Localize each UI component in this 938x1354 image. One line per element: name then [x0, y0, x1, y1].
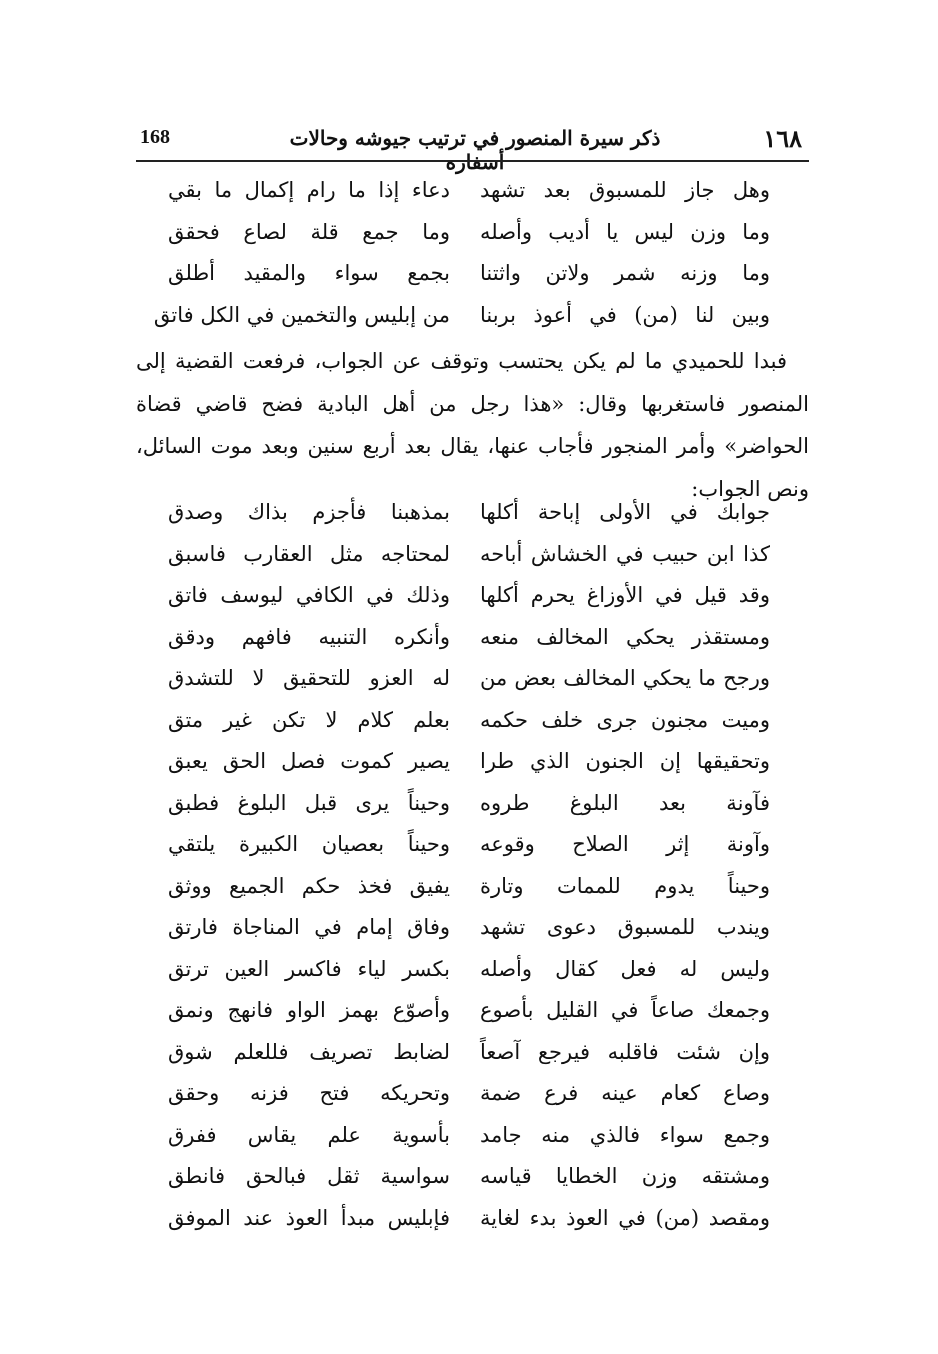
verse-first-hemistich: ومستقذر يحكي المخالف منعه	[480, 624, 770, 649]
verse-line	[153, 302, 770, 345]
verse-line	[160, 832, 770, 874]
verse-line	[160, 1040, 770, 1082]
verse-line	[160, 666, 770, 708]
verse-second-hemistich: وتحريكه فتح فزنه وحقق	[168, 1081, 450, 1105]
verse-line	[160, 998, 770, 1040]
verse-first-hemistich: وجمعك صاعاً في القليل بأصوع	[480, 998, 770, 1022]
page-number-arabic: ١٦٨	[763, 124, 802, 153]
verse-line	[160, 261, 770, 303]
verse-second-hemistich: وذلك في الكافي ليوسف فاتق	[168, 583, 450, 607]
verse-line	[160, 1123, 770, 1165]
verse-first-hemistich: فآونة بعد البلوغ طروه	[480, 790, 770, 815]
prose-paragraph	[136, 340, 809, 510]
verse-first-hemistich: ومشتقه وزن الخطايا قياسه	[480, 1164, 770, 1188]
verse-first-hemistich: ومقصد (من) في العوذ بدء لغاية	[480, 1205, 770, 1230]
page-number-latin: 168	[140, 126, 170, 148]
verse-second-hemistich: يفيق فخذ حكم الجميع ووثق	[168, 873, 450, 898]
verse-line	[160, 708, 770, 750]
verse-line	[160, 749, 770, 791]
verse-line	[160, 583, 770, 625]
verse-first-hemistich: وبين لنا (من) في أعوذ بربنا	[480, 302, 770, 327]
verse-first-hemistich: كذا ابن حبيب في الخشاش أباحه	[480, 541, 770, 566]
poem-block-answer	[160, 500, 770, 1247]
verse-line	[160, 791, 770, 833]
running-title: ذكر سيرة المنصور في ترتيب جيوشه وحالات أسفاره	[289, 126, 661, 174]
verse-second-hemistich: وأنكره التنبيه فافهم ودقق	[168, 624, 450, 649]
verse-line	[160, 1081, 770, 1123]
verse-first-hemistich: وليس له فعل كقال وأصله	[480, 956, 770, 981]
verse-second-hemistich: بأسوية علم يقاس ففرق	[168, 1122, 450, 1147]
verse-line	[160, 625, 770, 667]
verse-line	[160, 500, 770, 542]
verse-second-hemistich: وأصوّع بهمز الواو فانهج ونمق	[168, 998, 450, 1022]
running-header	[130, 124, 810, 174]
verse-second-hemistich: وحيناً يرى قبل البلوغ فطبق	[168, 790, 450, 815]
verse-first-hemistich: وميت مجنون جرى خلف حكمه	[480, 707, 770, 732]
verse-first-hemistich: وهل جاز للمسبوق بعد تشهد	[480, 178, 770, 202]
verse-second-hemistich: فإبليس مبدأ العوذ عند الموفق	[168, 1205, 450, 1230]
verse-first-hemistich: وآونة إثر الصلاح وقوعه	[480, 832, 770, 856]
verse-first-hemistich: وحيناً يدوم للممات وتارة	[480, 873, 770, 898]
verse-first-hemistich: وما وزنه شمر ولاتن واثتنا	[480, 261, 770, 285]
verse-first-hemistich: وتحقيقها إن الجنون الذي طرا	[480, 749, 770, 773]
verse-second-hemistich: وحيناً بعصيان الكبيرة يلتقي	[168, 832, 450, 856]
verse-second-hemistich: لضابط تصريف فللعلم شوق	[168, 1039, 450, 1064]
verse-first-hemistich: جوابك في الأولى إباحة أكلها	[480, 500, 770, 524]
verse-line	[160, 542, 770, 584]
verse-line	[160, 220, 770, 262]
verse-second-hemistich: دعاء إذا ما رام إكمال ما بقي	[168, 178, 450, 202]
verse-second-hemistich: بكسر لياء فاكسر العين ترتق	[168, 956, 450, 981]
verse-line	[160, 178, 770, 220]
verse-second-hemistich: بجمع سواء والمقيد أطلق	[168, 261, 450, 285]
verse-first-hemistich: وإن شئت فاقلبه فيرجع آصعاً	[480, 1039, 770, 1064]
verse-second-hemistich: بمذهبنا فأجزم بذاك وصدق	[168, 500, 450, 524]
header-rule	[136, 160, 809, 162]
prose-text: فبدا للحميدي ما لم يكن يحتسب وتوقف عن الجواب، فرفعت القضية إلى المنصور فاستغربها وقال: «هذا رجل من أهل البادية فضح قاضي قضاة الحواضر» وأمر المنجور فأجاب عنها، يقال بعد أربع سنين وبعد موت السائل، ونص الجواب:	[136, 349, 809, 501]
verse-second-hemistich: يصير كموت فصل الحق يعبق	[168, 749, 450, 773]
verse-line	[160, 915, 770, 957]
verse-first-hemistich: وجمع سواء فالذي منه جامد	[480, 1122, 770, 1147]
verse-second-hemistich: وفاق إمام في المناجاة فارتق	[168, 915, 450, 939]
verse-line	[160, 1164, 770, 1206]
verse-first-hemistich: ويندب للمسبوق دعوى تشهد	[480, 915, 770, 939]
verse-second-hemistich: بعلم كلام لا تكن غير متق	[168, 707, 450, 732]
poem-block-top	[153, 178, 770, 344]
verse-second-hemistich: سواسية ثقل فبالحق فانطق	[168, 1164, 450, 1188]
verse-first-hemistich: وقد قيل في الأوزاغ يحرم أكلها	[480, 583, 770, 607]
verse-second-hemistich: لمحتاجه مثل العقارب فاسبق	[168, 541, 450, 566]
verse-first-hemistich: وما وزن ليس يا أديب وأصله	[480, 219, 770, 244]
verse-second-hemistich: له العزو للتحقيق لا للتشدق	[168, 666, 450, 690]
verse-line	[160, 1206, 770, 1248]
verse-first-hemistich: ورجح ما يحكي المخالف بعض من	[480, 666, 770, 690]
verse-line	[160, 957, 770, 999]
verse-second-hemistich: من إبليس والتخمين في الكل فاتق	[153, 302, 450, 327]
verse-second-hemistich: وما جمع قلة لصاع فحقق	[168, 219, 450, 244]
verse-line	[160, 874, 770, 916]
verse-first-hemistich: وصاع كعام عينه فرع ضمة	[480, 1081, 770, 1105]
